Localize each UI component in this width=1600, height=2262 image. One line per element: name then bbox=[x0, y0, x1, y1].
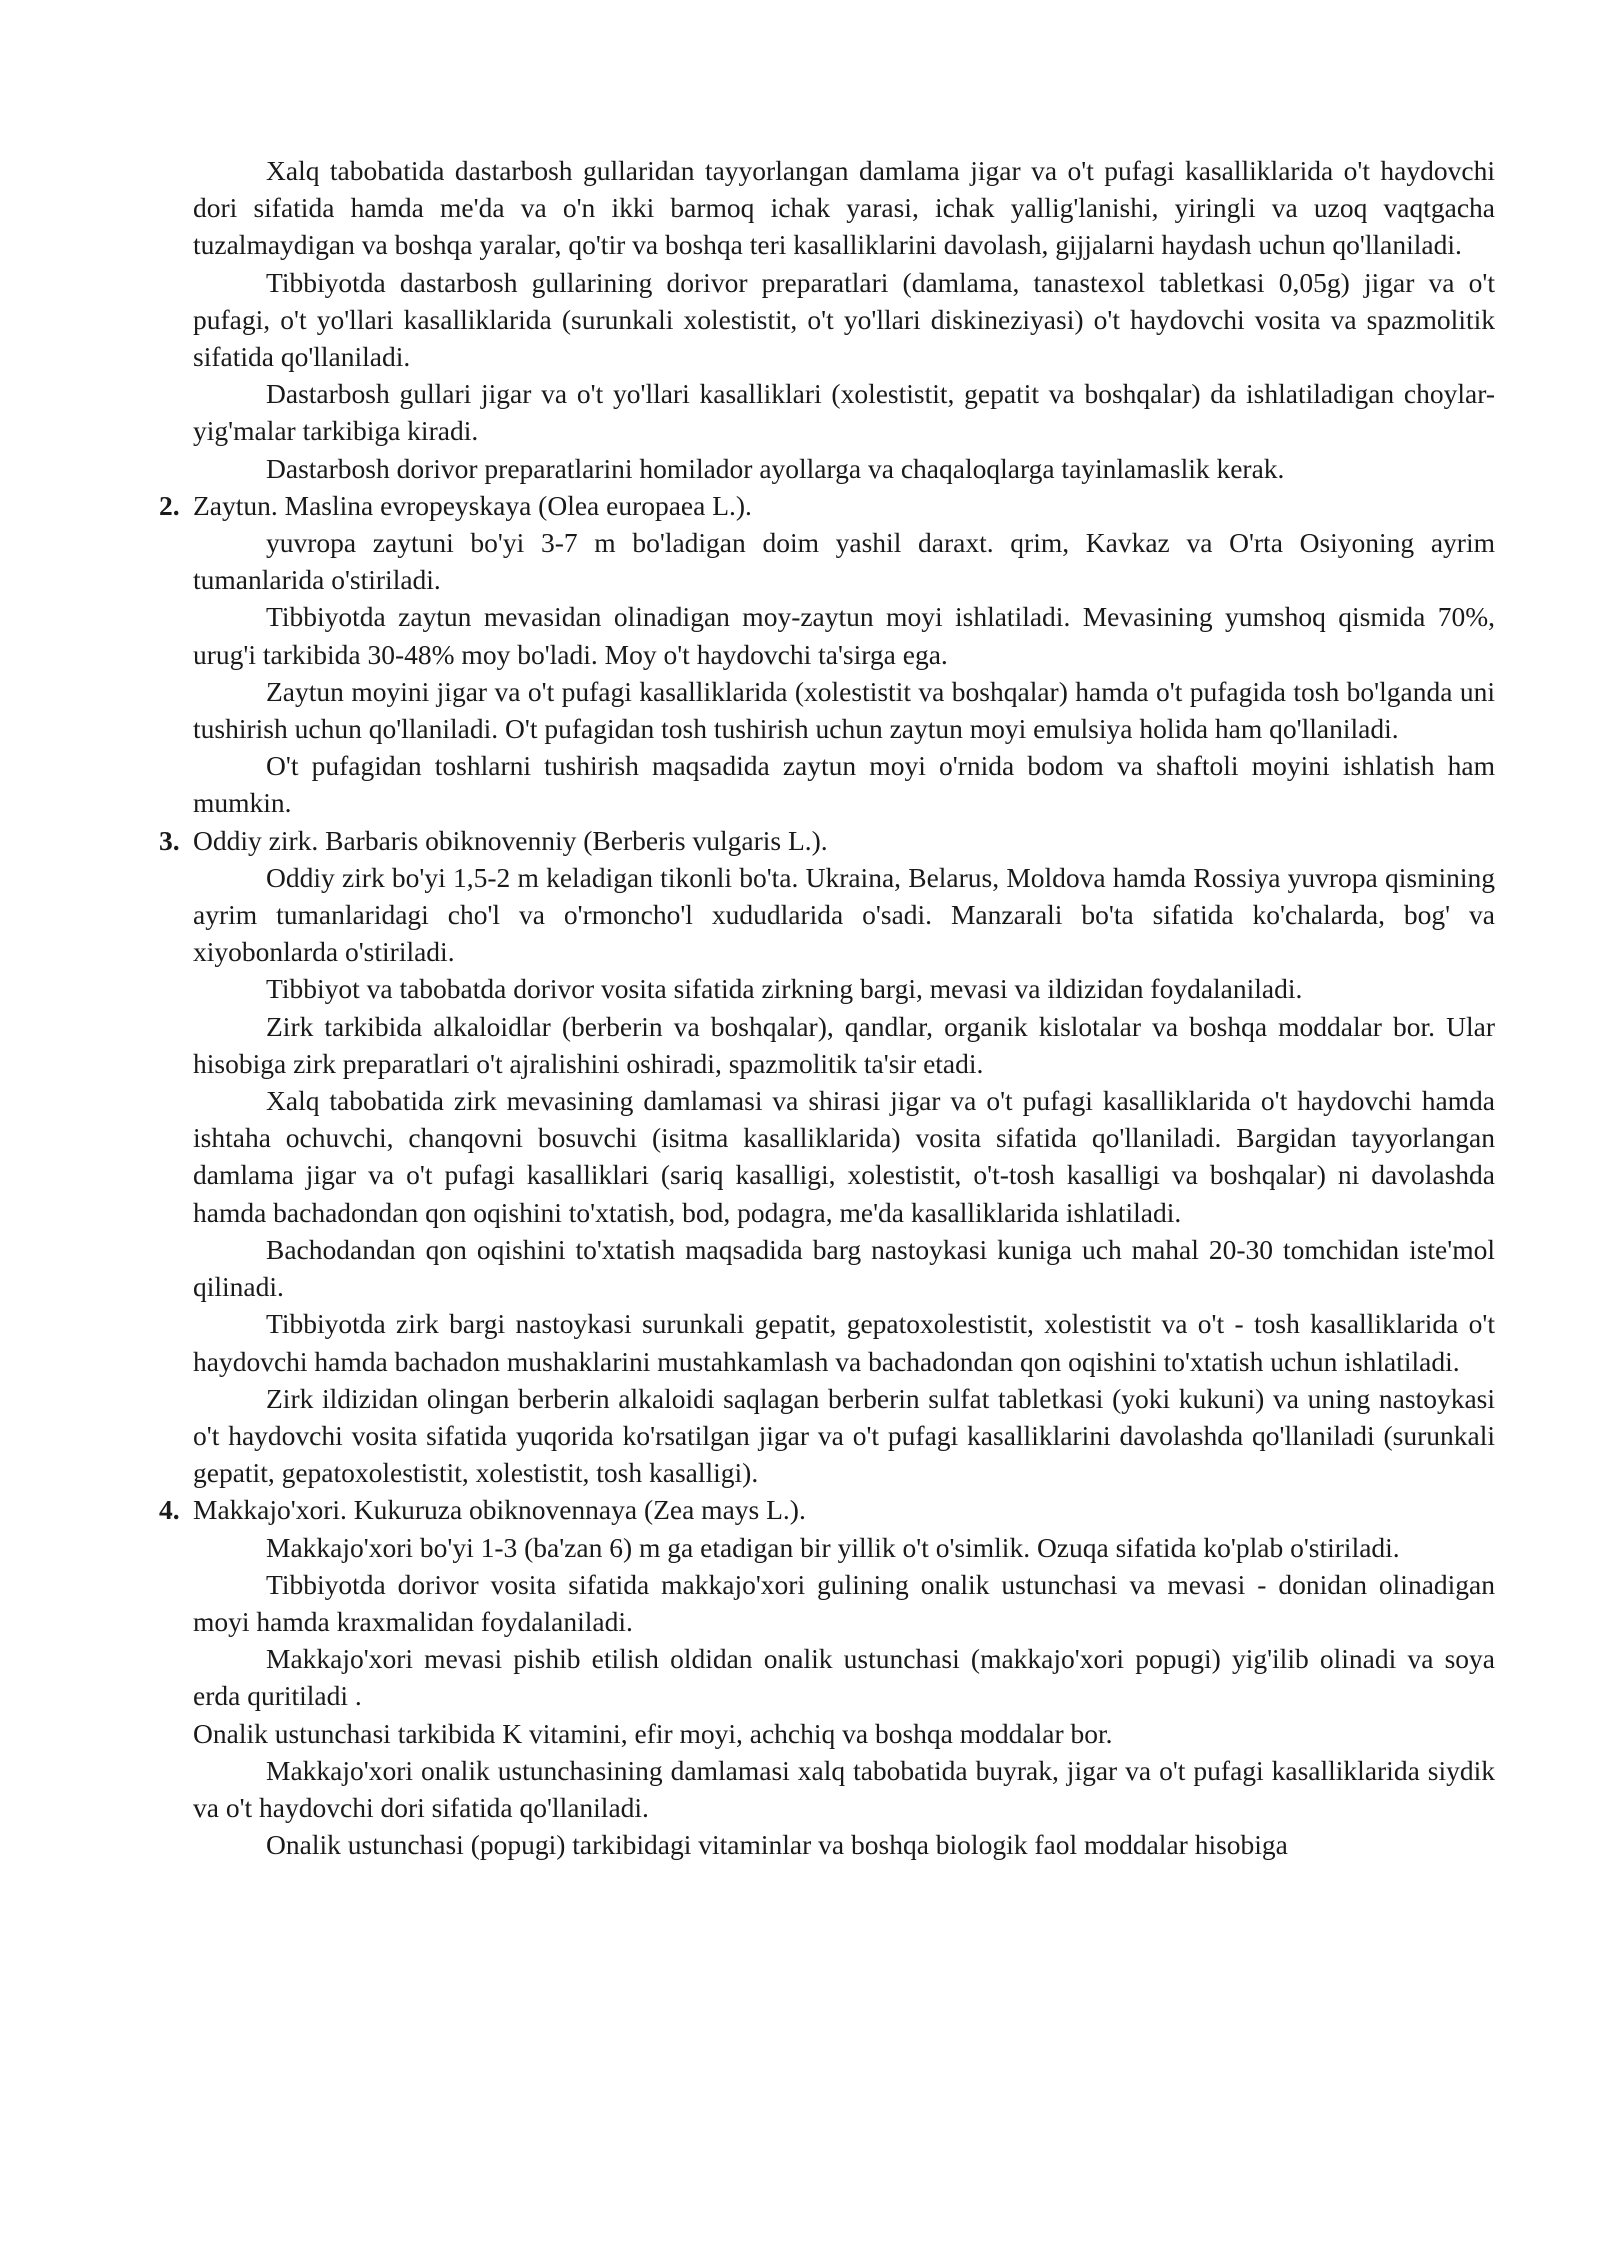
document-page bbox=[159, 152, 1495, 1863]
paragraph: Bachodandan qon oqishini to'xtatish maqsadida barg nastoykasi kuniga uch mahal 20-30 tomchidan iste'mol qilinadi. bbox=[193, 1233, 1495, 1303]
paragraph: Makkajo'xori mevasi pishib etilish oldidan onalik ustunchasi (makkajo'xori popugi) yig'ilib olinadi va soya erda quritiladi . bbox=[193, 1643, 1495, 1712]
paragraph: yuvropa zaytuni bo'yi 3-7 m bo'ladigan doim yashil daraxt. qrim, Kavkaz va O'rta Osiyoning ayrim tumanlarida o'stiriladi. bbox=[193, 527, 1495, 596]
paragraph: Tibbiyotda dastarbosh gullarining dorivor preparatlari (damlama, tanastexol tabletkasi 0,05g) jigar va o't pufagi, o't yo'llari kasalliklarida (surunkali xolestistit, o't yo'llari diskineziyasi) o't haydovchi vosita va spazmolitik sifatida qo'llaniladi. bbox=[193, 266, 1495, 373]
section-title: Makkajo'xori. Kukuruza obiknovennaya (Zea mays L.). bbox=[193, 1494, 806, 1526]
section-number: 2. bbox=[159, 489, 180, 521]
paragraph: Makkajo'xori bo'yi 1-3 (ba'zan 6) m ga etadigan bir yillik o't o'simlik. Ozuqa sifatida ko'plab o'stiriladi. bbox=[266, 1531, 1400, 1563]
paragraph: Tibbiyotda dorivor vosita sifatida makkajo'xori gulining onalik ustunchasi va mevasi - donidan olinadigan moyi hamda kraxmalidan foydalaniladi. bbox=[193, 1568, 1495, 1637]
paragraph: Zaytun moyini jigar va o't pufagi kasalliklarida (xolestistit va boshqalar) hamda o't pufagida tosh bo'lganda uni tushirish uchun qo'llaniladi. O't pufagidan tosh tushirish uchun zaytun moyi emulsiya holida ham qo'llaniladi. bbox=[193, 675, 1495, 745]
section-heading-makkajoxori bbox=[159, 1491, 1495, 1528]
section-number: 4. bbox=[159, 1494, 180, 1526]
paragraph: Zirk tarkibida alkaloidlar (berberin va boshqalar), qandlar, organik kislotalar va boshqa moddalar bor. Ular hisobiga zirk preparatlari o't ajralishini oshiradi, spazmolitik ta'sir etadi. bbox=[193, 1010, 1495, 1079]
paragraph: Xalq tabobatida zirk mevasining damlamasi va shirasi jigar va o't pufagi kasalliklarida o't haydovchi hamda ishtaha ochuvchi, chanqovni bosuvchi (isitma kasalliklarida) vosita sifatida qo'llaniladi. Bargidan tayyorlangan damlama jigar va o't pufagi kasalliklari (sariq kasalligi, xolestistit, o't-tosh kasalligi va boshqalar) ni davolashda hamda bachadondan qon oqishini to'xtatish, bod, podagra, me'da kasalliklarida ishlatiladi. bbox=[193, 1085, 1495, 1228]
paragraph: Makkajo'xori onalik ustunchasining damlamasi xalq tabobatida buyrak, jigar va o't pufagi kasalliklarida siydik va o't haydovchi dori sifatida qo'llaniladi. bbox=[193, 1754, 1495, 1823]
paragraph: Oddiy zirk bo'yi 1,5-2 m keladigan tikonli bo'ta. Ukraina, Belarus, Moldova hamda Rossiya yuvropa qismining ayrim tumanlaridagi cho'l va o'rmoncho'l xududlarida o'sadi. Manzarali bo'ta sifatida ko'chalarda, bog' va xiyobonlarda o'stiriladi. bbox=[193, 861, 1495, 968]
paragraph: Onalik ustunchasi tarkibida K vitamini, efir moyi, achchiq va boshqa moddalar bor. bbox=[193, 1717, 1113, 1749]
paragraph: Zirk ildizidan olingan berberin alkaloidi saqlagan berberin sulfat tabletkasi (yoki kukuni) va uning nastoykasi o't haydovchi vosita sifatida yuqorida ko'rsatilgan jigar va o't pufagi kasalliklarini davolashda qo'llaniladi (surunkali gepatit, gepatoxolestistit, xolestistit, tosh kasalligi). bbox=[193, 1382, 1495, 1489]
paragraph: Tibbiyot va tabobatda dorivor vosita sifatida zirkning bargi, mevasi va ildizidan foydalaniladi. bbox=[266, 973, 1303, 1005]
paragraph: Onalik ustunchasi (popugi) tarkibidagi vitaminlar va boshqa biologik faol moddalar hisobiga bbox=[266, 1829, 1288, 1861]
section-title: Oddiy zirk. Barbaris obiknovenniy (Berberis vulgaris L.). bbox=[193, 824, 828, 856]
paragraph: Xalq tabobatida dastarbosh gullaridan tayyorlangan damlama jigar va o't pufagi kasalliklarida o't haydovchi dori sifatida hamda me'da va o'n ikki barmoq ichak yarasi, ichak yallig'lanishi, yiringli va uzoq vaqtgacha tuzalmaydigan va boshqa yaralar, qo'tir va boshqa teri kasalliklarini davolash, gijjalarni haydash uchun qo'llaniladi. bbox=[193, 155, 1495, 261]
paragraph: Dastarbosh gullari jigar va o't yo'llari kasalliklari (xolestistit, gepatit va boshqalar) da ishlatiladigan choylar-yig'malar tarkibiga kiradi. bbox=[193, 378, 1495, 447]
section-heading-zaytun bbox=[159, 487, 1495, 524]
paragraph: O't pufagidan toshlarni tushirish maqsadida zaytun moyi o'rnida bodom va shaftoli moyini ishlatish ham mumkin. bbox=[193, 750, 1495, 819]
section-title: Zaytun. Maslina evropeyskaya (Olea europaea L.). bbox=[193, 489, 752, 521]
paragraph: Dastarbosh dorivor preparatlarini homilador ayollarga va chaqaloqlarga tayinlamaslik kerak. bbox=[266, 452, 1285, 484]
section-heading-zirk bbox=[159, 822, 1495, 859]
section-number: 3. bbox=[159, 824, 180, 856]
paragraph: Tibbiyotda zirk bargi nastoykasi surunkali gepatit, gepatoxolestistit, xolestistit va o't - tosh kasalliklarida o't haydovchi hamda bachadon mushaklarini mustahkamlash va bachadondan qon oqishini to'xtatish uchun ishlatiladi. bbox=[193, 1308, 1495, 1377]
paragraph: Tibbiyotda zaytun mevasidan olinadigan moy-zaytun moyi ishlatiladi. Mevasining yumshoq qismida 70%, urug'i tarkibida 30-48% moy bo'ladi. Moy o't haydovchi ta'sirga ega. bbox=[193, 601, 1495, 670]
